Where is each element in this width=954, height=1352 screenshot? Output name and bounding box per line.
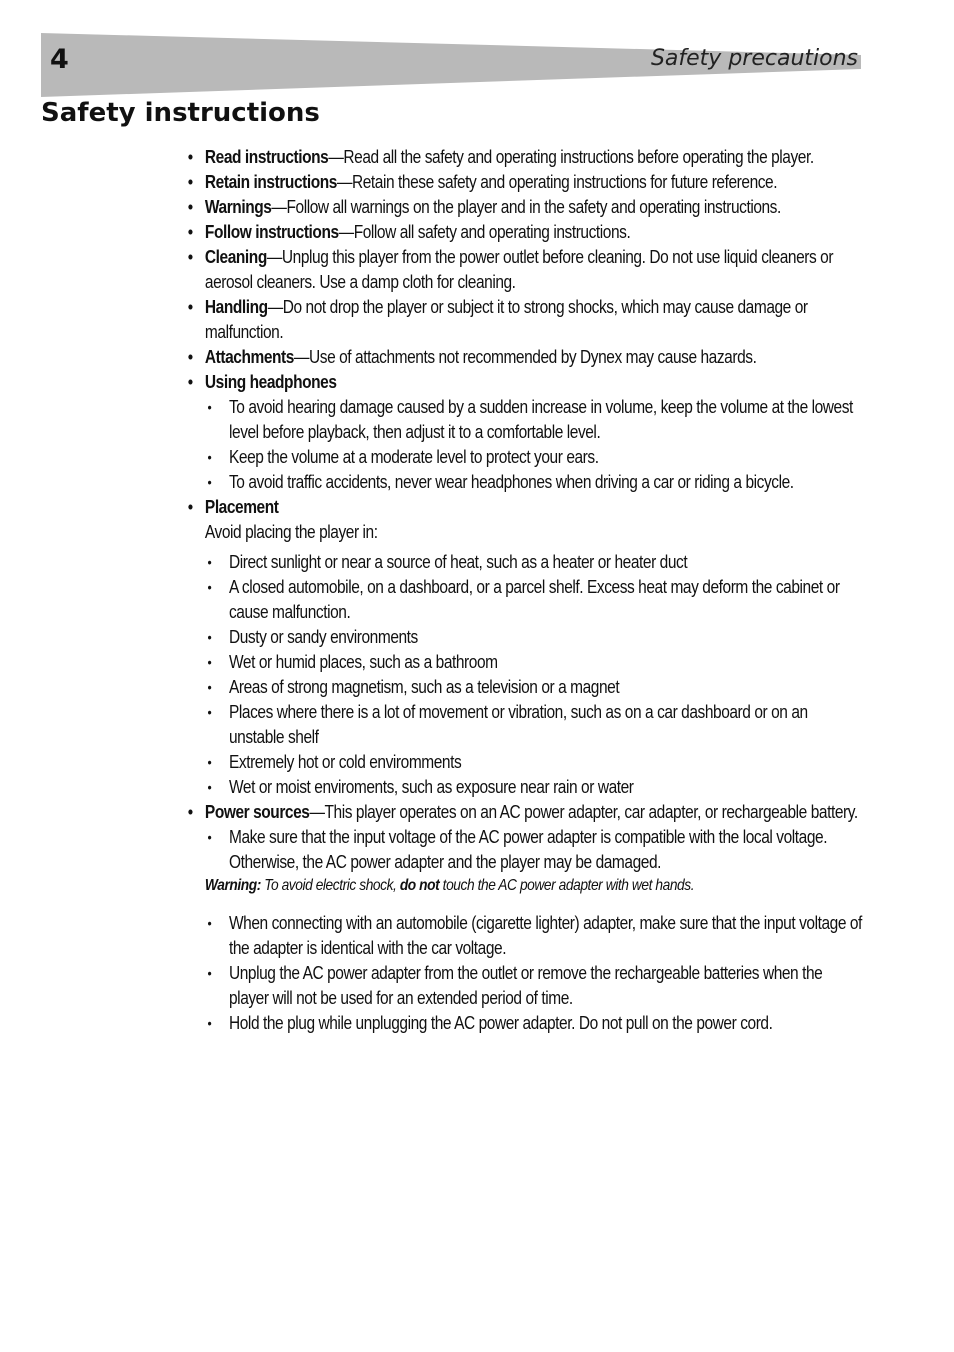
list-item (186, 145, 865, 170)
running-title: Safety precautions (650, 46, 858, 71)
sub-list-item: • Extremely hot or cold enviromments (205, 750, 865, 775)
sub-list-item: • Unplug the AC power adapter from the outlet or remove the rechargeable batteries when the player will not be used for an extended period of time. (205, 961, 865, 1011)
sub-list-item: • When connecting with an automobile (cigarette lighter) adapter, make sure that the input voltage of the adapter is identical with the car voltage. (205, 911, 865, 961)
sub-list-item: • Places where there is a lot of movement or vibration, such as on a car dashboard or on an unstable shelf (205, 700, 865, 750)
placement-item (186, 495, 865, 800)
item-term: Handling (204, 297, 268, 317)
item-term: Follow instructions (204, 222, 339, 242)
sub-list-item: • Keep the volume at a moderate level to protect your ears. (205, 445, 865, 470)
item-term: Placement (204, 497, 279, 517)
item-term: Warnings (204, 197, 272, 217)
sub-list-item: • Wet or humid places, such as a bathroom (205, 650, 865, 675)
page-number: 4 (50, 44, 69, 75)
list-item (186, 195, 865, 220)
sub-list-item (205, 825, 865, 897)
item-term: Using headphones (204, 372, 337, 392)
placement-intro: Avoid placing the player in: (204, 522, 378, 542)
sub-list-item: • Areas of strong magnetism, such as a television or a magnet (205, 675, 865, 700)
sub-list-item: • A closed automobile, on a dashboard, or a parcel shelf. Excess heat may deform the cabinet or cause malfunction. (205, 575, 865, 625)
sub-list-item: • To avoid hearing damage caused by a sudden increase in volume, keep the volume at the lowest level before playback, then adjust it to a comfortable level. (205, 395, 865, 445)
item-text: —Use of attachments not recommended by Dynex may cause hazards. (293, 347, 757, 367)
list-item (186, 170, 865, 195)
warning-text: To avoid electric shock, (260, 877, 400, 894)
power-item (186, 800, 865, 1036)
sub-list-item: • Hold the plug while unplugging the AC power adapter. Do not pull on the power cord. (205, 1011, 865, 1036)
sub-list-item: • To avoid traffic accidents, never wear headphones when driving a car or riding a bicycle. (205, 470, 865, 495)
item-term: Cleaning (204, 247, 267, 267)
list-item (186, 345, 865, 370)
list-item (186, 220, 865, 245)
item-term: Retain instructions (204, 172, 337, 192)
sub-list-item: • Dusty or sandy environments (205, 625, 865, 650)
item-text: —This player operates on an AC power adapter, car adapter, or rechargeable battery. (309, 802, 858, 822)
item-text: —Follow all safety and operating instructions. (338, 222, 631, 242)
item-text: —Do not drop the player or subject it to strong shocks, which may cause damage or malfunction. (204, 297, 808, 342)
warning-note (205, 875, 865, 897)
warning-text: touch the AC power adapter with wet hands. (439, 877, 695, 894)
item-term: Power sources (204, 802, 310, 822)
warning-label: Warning: (204, 877, 261, 894)
item-text: —Read all the safety and operating instructions before operating the player. (328, 147, 814, 167)
item-text: —Follow all warnings on the player and in the safety and operating instructions. (271, 197, 781, 217)
headphones-item (186, 370, 865, 495)
item-text: —Unplug this player from the power outlet before cleaning. Do not use liquid cleaners or aerosol cleaners. Use a damp cloth for cleaning. (204, 247, 834, 292)
item-term: Attachments (204, 347, 294, 367)
section-title: Safety instructions (41, 98, 320, 128)
sub-list-item: • Direct sunlight or near a source of heat, such as a heater or heater duct (205, 550, 865, 575)
sub-item-text: Make sure that the input voltage of the AC power adapter is compatible with the local voltage. Otherwise, the AC power adapter and the player may be damaged. (229, 827, 828, 872)
list-item (186, 295, 865, 345)
warning-emphasis: do not (399, 877, 440, 894)
item-term: Read instructions (204, 147, 329, 167)
safety-list (186, 145, 865, 1036)
item-text: —Retain these safety and operating instructions for future reference. (336, 172, 778, 192)
list-item (186, 245, 865, 295)
sub-list-item: • Wet or moist enviroments, such as exposure near rain or water (205, 775, 865, 800)
